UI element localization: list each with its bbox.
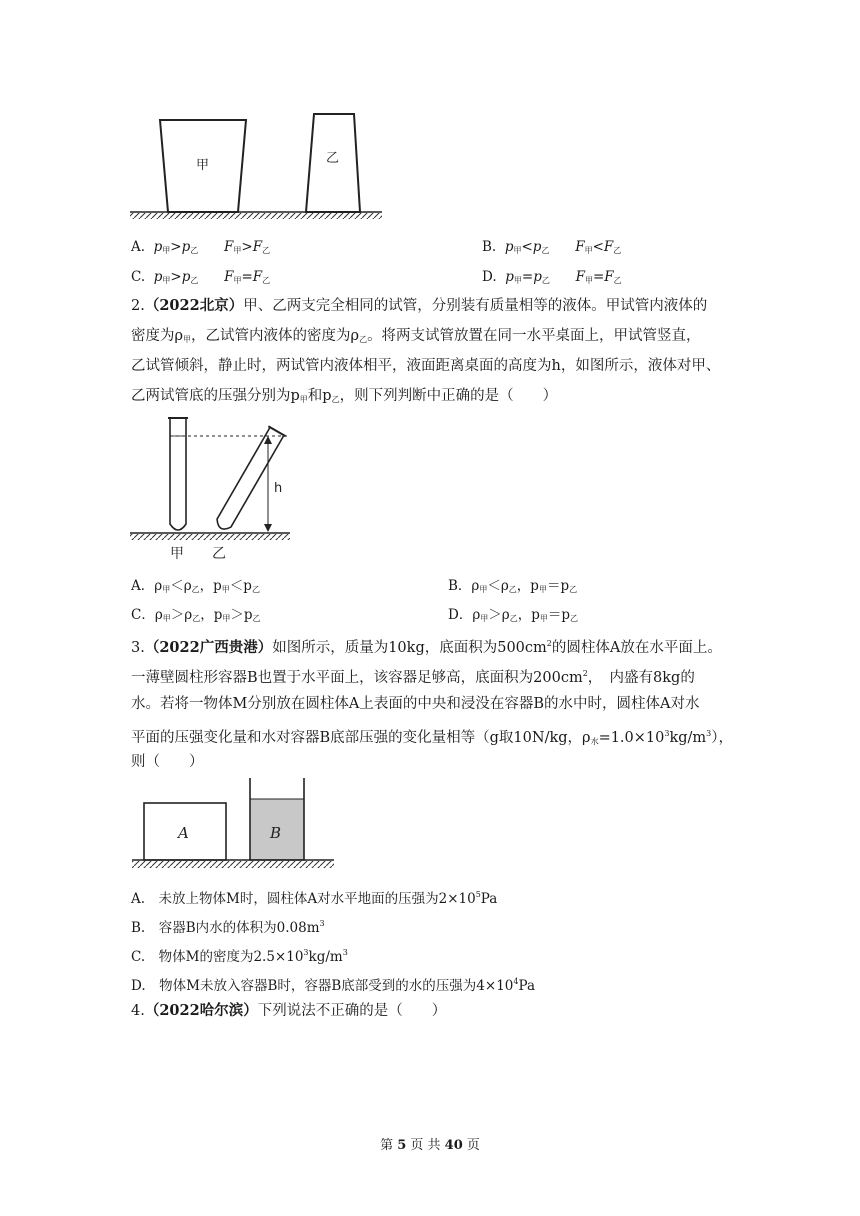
q1-option-d[interactable]: D. $p_甲=p_乙$ $F_甲=F_乙$: [482, 269, 622, 285]
height-label: h: [274, 481, 283, 496]
q2-option-a[interactable]: A．$\rho_甲<\rho_乙$，$p_甲<p_乙$: [131, 578, 260, 594]
q2-line-1: 2.（2022北京）甲、乙两支完全相同的试管，分别装有质量相等的液体。甲试管内液体的: [131, 297, 708, 314]
tube-yi: [214, 427, 284, 532]
total-pages: 40: [444, 1138, 463, 1153]
q3-line-5: 则（ ）: [131, 754, 204, 770]
page-footer: 第 5 页 共 40 页: [380, 1138, 480, 1153]
figure-test-tubes: [128, 412, 292, 564]
q3-option-b[interactable]: B. 容器B内水的体积为$0.08m^3$: [131, 919, 325, 936]
q2-line-2: 密度为$\rho_甲$，乙试管内液体的密度为$\rho_乙$。将两支试管放置在同一水平桌面上，甲试管竖直，: [131, 328, 701, 344]
label-yi: 乙: [326, 151, 340, 166]
q3-option-d[interactable]: D. 物体M未放入容器B时，容器B底部受到的水的压强为$4\times 10^4Pa$: [131, 977, 536, 994]
q1-option-c[interactable]: C. $p_甲>p_乙$ $F_甲=F_乙$: [131, 269, 271, 285]
figure-cylinder-container: [128, 776, 338, 872]
label-jia: 甲: [196, 158, 210, 173]
q2-line-4: 乙两试管底的压强分别为$p_甲$和$p_乙$，则下列判断中正确的是（ ）: [131, 388, 558, 404]
q3-line-3: 水。若将一物体M分别放在圆柱体A上表面的中央和浸没在容器B的水中时，圆柱体A对水: [131, 696, 700, 712]
q2-option-b[interactable]: B．$\rho_甲<\rho_乙$，$p_甲=p_乙$: [448, 578, 578, 594]
q2-option-d[interactable]: D．$\rho_甲>\rho_乙$，$p_甲=p_乙$: [448, 607, 579, 623]
q1-option-a[interactable]: A. $p_甲>p_乙$ $F_甲>F_乙$: [131, 239, 271, 255]
q3-option-c[interactable]: C. 物体M的密度为$2.5\times 10^3kg/m^3$: [131, 948, 348, 965]
container-b-label: B: [270, 824, 282, 842]
q3-option-a[interactable]: A. 未放上物体M时，圆柱体A对水平地面的压强为$2\times 10^5Pa$: [131, 890, 498, 907]
q1-option-b[interactable]: B. $p_甲<p_乙$ $F_甲<F_乙$: [482, 239, 622, 255]
q3-line-4: 平面的压强变化量和水对容器B底部压强的变化量相等（g取10N/kg，$\rho_水=1.0\times 10^3kg/m^3$），: [131, 729, 734, 746]
q2-option-c[interactable]: C．$\rho_甲>\rho_乙$，$p_甲>p_乙$: [131, 607, 261, 623]
cylinder-a-label: A: [178, 824, 189, 842]
figure-containers: [128, 110, 384, 220]
q3-line-1: 3.（2022广西贵港）如图所示，质量为10kg，底面积为$500cm^2$的圆柱体A放在水平面上。: [131, 639, 722, 656]
q4-line: 4.（2022哈尔滨）下列说法不正确的是（ ）: [131, 1002, 447, 1019]
q3-line-2: 一薄壁圆柱形容器B也置于水平面上，该容器足够高，底面积为$200cm^2$， 内盛有8kg的: [131, 669, 695, 686]
tube-label-jia: 甲: [170, 546, 184, 562]
tube-label-yi: 乙: [212, 546, 226, 562]
q2-line-3: 乙试管倾斜，静止时，两试管内液体相平，液面距离桌面的高度为h，如图所示，液体对甲、: [131, 358, 721, 374]
current-page: 5: [397, 1138, 407, 1153]
tube-jia: [170, 418, 186, 530]
